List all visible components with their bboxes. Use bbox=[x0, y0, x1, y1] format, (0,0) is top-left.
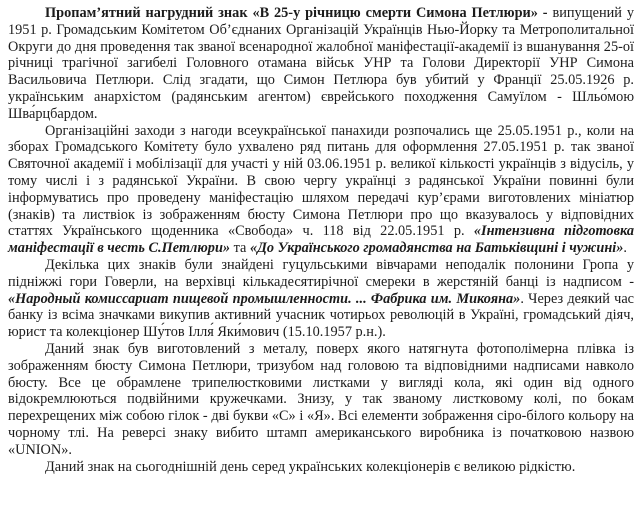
paragraph bbox=[8, 257, 634, 341]
text-run: Даний знак на сьогоднішній день серед українських колекціонерів є великою рідкістю. bbox=[45, 458, 576, 475]
text-run: та bbox=[230, 240, 250, 257]
text-run: Декілька цих знаків були знайдені гуцульськими вівчарами неподалік полонини Гропа у підніжжі гори Говерли, на верхівці кількадесятирічної смереки в жерстяній банці із надписом - bbox=[8, 256, 634, 290]
text-run: «Інтензивна підготовка маніфестації в честь С.Петлюри» bbox=[8, 223, 635, 257]
text-run: . bbox=[623, 240, 627, 257]
paragraph bbox=[8, 459, 634, 476]
paragraph bbox=[8, 5, 634, 123]
text-run: «До Українського громадянства на Батьківщині і чужині» bbox=[249, 240, 624, 257]
text-run: . Через деякий час банку із всіма значками викупив активний учасник чотирьох революцій в Україні, громадський діяч, юрист та колекціонер Шу́тов Ілля́ Яки́мович (15.10.1957 р.н.). bbox=[8, 290, 635, 341]
text-run: «Народный комиссариат пищевой промышленности. ... Фабрика им. Микояна» bbox=[8, 290, 521, 307]
text-run: Даний знак був виготовлений з металу, поверх якого натягнута фотополімерна плівка із зображенням бюсту Симона Петлюри, тризубом над головою та відповідними надписами навколо бюсту. Все це обрамлене трипелюстковими листками у вигляді кола, які один від одного відокремлюються подвійними кружечками. Знизу, у так званому листковому колі, по бокам перехрещених між собою гілок - дві букви «С» і «Я». Всі елементи зображення сіро-білого кольору на чорному тлі. На реверсі знаку вибито штамп американського виробника із початковою назвою «UNION». bbox=[8, 340, 634, 458]
paragraph bbox=[8, 341, 634, 459]
text-run: випущений у 1951 р. Громадським Комітетом Об’єднаних Організацій Українців Нью-Йорку та Метрополитальної Округи до дня проведення так званої всенародної жалобної маніфестації-академії із вшанування 25-ої річниці трагічної загибелі Головного отамана військ УНР та Голови Директорії УНР Симона Васильовича Петлюри. Слід згадати, що Симон Петлюра був убитий у Франції 25.05.1926 р. українським анархістом (радянським агентом) єврейського походження Самуїлом - Шльо́мою Шва́рцбардом. bbox=[8, 5, 634, 122]
paragraph bbox=[8, 123, 634, 257]
text-run: Пропам’ятний нагрудний знак «В 25-у річницю смерти Симона Петлюри» - bbox=[45, 5, 553, 21]
text-run: Організаційні заходи з нагоди всеукраїнської панахиди розпочались ще 25.05.1951 р., коли на зборах Громадського Комітету було ухвалено ряд питань для оформлення 27.05.1951 р. так званої Святочної академії і мобілізації для участі у ній 03.06.1951 р. великої кількості українців з відусіль, у тому числі і з радянської України. В свою чергу українці з радянської України повинні були інформуватись про проведену маніфестацію шляхом передачі кур’єрами виготовлених мініатюр (знаків) та листвіок із зображенням бюсту Симона Петлюри про що вказувалось у відповідних статтях Українського щоденника «Свобода» ч. 118 від 22.05.1951 р. bbox=[8, 122, 634, 240]
